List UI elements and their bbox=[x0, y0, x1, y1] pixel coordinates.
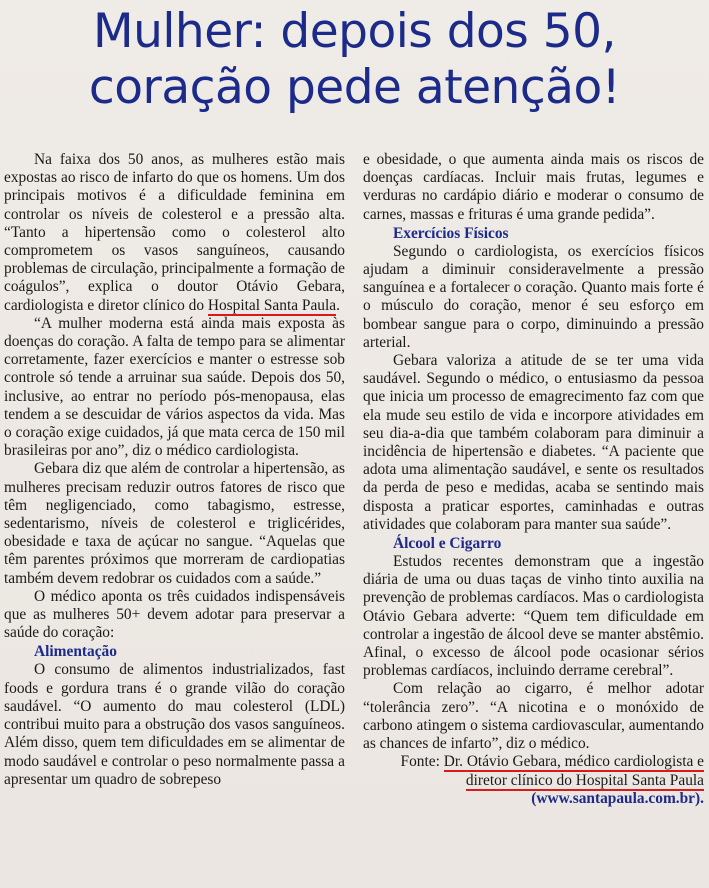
right-column bbox=[363, 151, 704, 883]
paragraph-risk-factors: Gebara diz que além de controlar a hipertensão, as mulheres precisam reduzir outros fatores de risco que têm negligenciado, como tabagismo, estresse, sedentarismo, níveis de colesterol e triglicérides, obesidade e taxa de açúcar no sangue. “Aquelas que têm parentes próximos que morreram de cardiopatias também devem redobrar os cuidados com a saúde.” bbox=[4, 460, 345, 587]
paragraph-quote-1: “A mulher moderna está ainda mais exposta às doenças do coração. A falta de tempo para se alimentar corretamente, fazer exercícios e manter o estresse sob controle só tende a arruinar sua saúde. Depois dos 50, inclusive, ao entrar no período pós-menopausa, elas tendem a se descuidar de vários aspectos da vida. Mas o coração exige cuidados, já que mata cerca de 150 mil brasileiras por ano”, diz o médico cardiologista. bbox=[4, 314, 345, 460]
source-label: Fonte: bbox=[400, 753, 444, 771]
website-link[interactable]: (www.santapaula.com.br). bbox=[531, 789, 704, 807]
article-headline bbox=[0, 4, 709, 116]
paragraph-alcool: Estudos recentes demonstram que a ingestão diária de uma ou duas taças de vinho tinto auxilia na prevenção de problemas cardíacos. Mas o cardiologista Otávio Gebara adverte: “Quem tem dificuldade em controlar a ingestão de álcool deve se manter abstêmio. Afinal, o excesso de álcool pode ocasionar sérios problemas cardíacos, incluindo derrame cerebral”. bbox=[363, 553, 704, 680]
paragraph-exercicios: Segundo o cardiologista, os exercícios físicos ajudam a diminuir consideravelmente a pressão sanguínea e a fortalecer o coração. Quanto mais forte é o músculo do coração, menor é seu esforço em bombear sangue para o corpo, diminuindo a pressão arterial. bbox=[363, 242, 704, 351]
subhead-alcool-cigarro: Álcool e Cigarro bbox=[393, 535, 502, 553]
subhead-alimentacao: Alimentação bbox=[34, 643, 117, 661]
source-credit bbox=[363, 753, 704, 789]
left-column bbox=[4, 151, 345, 883]
source-credit-highlight: Dr. Otávio Gebara, médico cardiologista e diretor clínico do Hospital Santa Paula bbox=[443, 753, 704, 789]
subhead-exercicios: Exercícios Físicos bbox=[393, 224, 509, 242]
paragraph-intro bbox=[4, 151, 345, 315]
paragraph-three-cares: O médico aponta os três cuidados indispensáveis que as mulheres 50+ devem adotar para preservar a saúde do coração: bbox=[4, 587, 345, 642]
article-columns bbox=[4, 151, 704, 883]
paragraph-alimentacao-cont: e obesidade, o que aumenta ainda mais os riscos de doenças cardíacas. Incluir mais frutas, legumes e verduras no cardápio diário e moderar o consumo de carnes, massas e frituras é uma grande pedida”. bbox=[363, 151, 704, 223]
hospital-highlight: Hospital Santa Paula bbox=[207, 296, 337, 314]
paragraph-alimentacao: O consumo de alimentos industrializados, fast foods e gordura trans é o grande vilão do coração saudável. “O aumento do mau colesterol (LDL) contribui muito para a obstrução dos vasos sanguíneos. Além disso, quem tem dificuldades em se alimentar de modo saudável e controlar o peso normalmente passa a apresentar um quadro de sobrepeso bbox=[4, 661, 345, 788]
headline-line-1: Mulher: depois dos 50, bbox=[93, 4, 616, 59]
paragraph-cigarro: Com relação ao cigarro, é melhor adotar “tolerância zero”. “A nicotina e o monóxido de carbono atingem o sistema cardiovascular, aumentando as chances de infarto”, diz o médico. bbox=[363, 680, 704, 753]
paragraph-intro-end: . bbox=[336, 296, 340, 314]
paragraph-intro-text: Na faixa dos 50 anos, as mulheres estão mais expostas ao risco de infarto do que os homens. Um dos principais motivos é a dificuldade feminina em controlar os níveis de colesterol e a pressão alta. “Tanto a hipertensão como o colesterol alto comprometem os vasos sanguíneos, causando problemas de circulação, principalmente a formação de coágulos”, explica o doutor Otávio Gebara, cardiologista e diretor clínico do bbox=[4, 151, 345, 314]
headline-line-2: coração pede atenção! bbox=[88, 60, 621, 115]
paragraph-vida-saudavel: Gebara valoriza a atitude de se ter uma vida saudável. Segundo o médico, o entusiasmo da pessoa que inicia um processo de emagrecimento faz com que ela mude seu estilo de vida e incorpore atividades em seu dia-a-dia que também colaboram para diminuir a incidência de hipertensão e diabetes. “A paciente que adota uma alimentação saudável, e sente os resultados da perda de peso e medidas, acaba se sentindo mais disposta a praticar esportes, caminhadas e outras atividades que colaboram para manter sua saúde”. bbox=[363, 352, 704, 533]
